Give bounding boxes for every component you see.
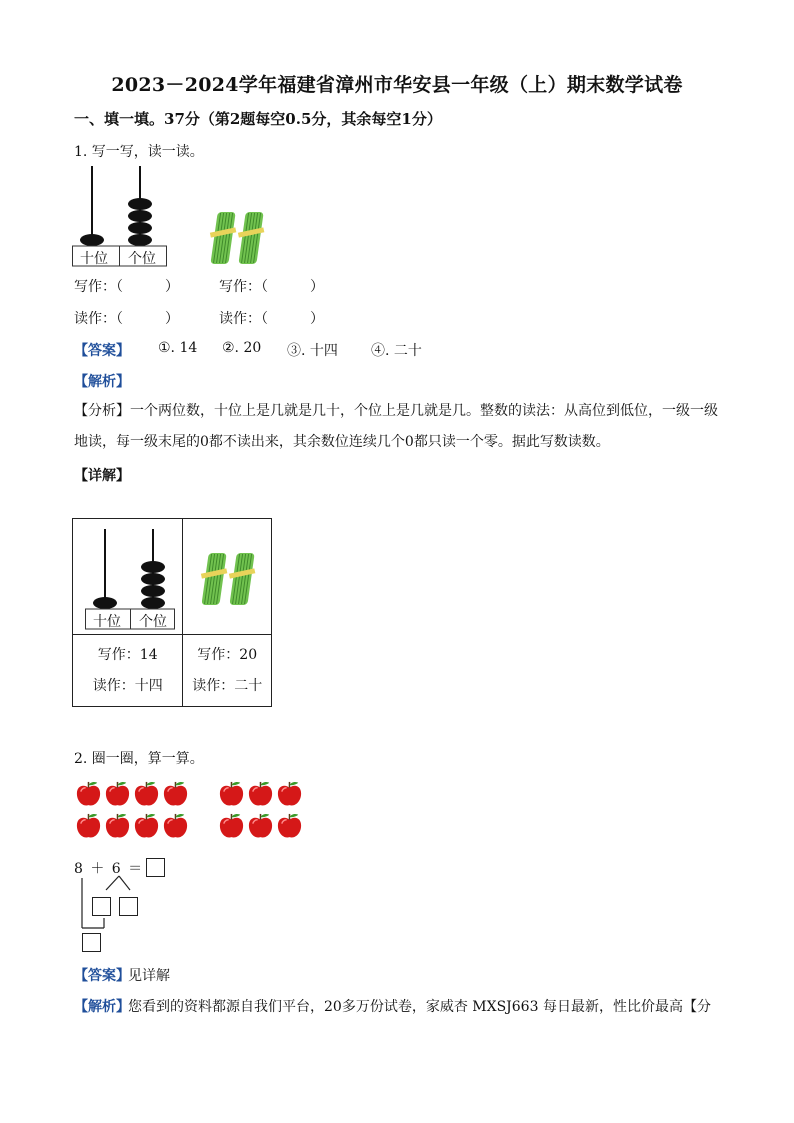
bundle-cell bbox=[183, 519, 272, 635]
question-1-label: 1. 写一写，读一读。 bbox=[74, 144, 204, 160]
document-title: 2023－2024学年福建省漳州市华安县一年级（上）期末数学试卷 bbox=[111, 74, 683, 96]
answer-2-text: 见详解 bbox=[128, 968, 170, 984]
analysis-text-2: 您看到的资料都源自我们平台，20多万份试卷，家威杏 MXSJ663 每日最新，性比价最高【分 bbox=[128, 999, 711, 1015]
tens-label-detail: 十位 bbox=[93, 614, 121, 630]
sum-box bbox=[82, 933, 101, 952]
read-blank-right: 读作：（ ） bbox=[219, 311, 324, 327]
answer-2: ②. 20 bbox=[222, 340, 262, 356]
stick-bundles-figure bbox=[208, 210, 272, 268]
ones-label: 个位 bbox=[128, 251, 156, 267]
question-2-label: 2. 圈一圈，算一算。 bbox=[74, 751, 204, 767]
answer-4: ④. 二十 bbox=[371, 343, 422, 359]
answer-1: ①. 14 bbox=[158, 340, 198, 356]
tens-label: 十位 bbox=[80, 251, 108, 267]
write-answer-left: 写作：14 bbox=[97, 646, 158, 663]
abacus-cell bbox=[73, 519, 183, 635]
abacus-figure bbox=[72, 164, 168, 270]
split-box-right bbox=[119, 897, 138, 916]
apples-figure bbox=[74, 778, 314, 844]
answer-3: ③. 十四 bbox=[287, 343, 338, 359]
abacus-figure-detail bbox=[79, 527, 175, 633]
equation: 8 ＋ 6 ＝ bbox=[74, 861, 143, 877]
write-blank-left: 写作：（ ） bbox=[74, 279, 179, 295]
read-answer-right: 读作：二十 bbox=[192, 677, 263, 694]
analysis-tag: 【解析】 bbox=[74, 374, 130, 390]
detail-tag: 【详解】 bbox=[74, 468, 130, 484]
answer-tag-2: 【答案】 bbox=[74, 968, 130, 984]
analysis-paragraph: 【分析】一个两位数，十位上是几就是几十，个位上是几就是几。整数的读法：从高位到低位，一级一级地读，每一级末尾的0都不读出来，其余数位连续几个0都只读一个零。据此写数读数。 bbox=[74, 403, 718, 450]
analysis-tag-2: 【解析】 bbox=[74, 999, 130, 1015]
stick-bundles-figure-detail bbox=[199, 551, 263, 609]
read-answer-left: 读作：十四 bbox=[92, 677, 163, 694]
write-blank-right: 写作：（ ） bbox=[219, 279, 324, 295]
answer-cell-left bbox=[73, 635, 183, 707]
answer-tag: 【答案】 bbox=[74, 343, 130, 359]
ones-label-detail: 个位 bbox=[139, 614, 167, 630]
section-heading: 一、填一填。37分（第2题每空0.5分，其余每空1分） bbox=[74, 110, 442, 128]
split-box-left bbox=[92, 897, 111, 916]
answer-cell-right bbox=[183, 635, 272, 707]
detail-table bbox=[72, 518, 272, 707]
write-answer-right: 写作：20 bbox=[197, 646, 258, 663]
read-blank-left: 读作：（ ） bbox=[74, 311, 179, 327]
